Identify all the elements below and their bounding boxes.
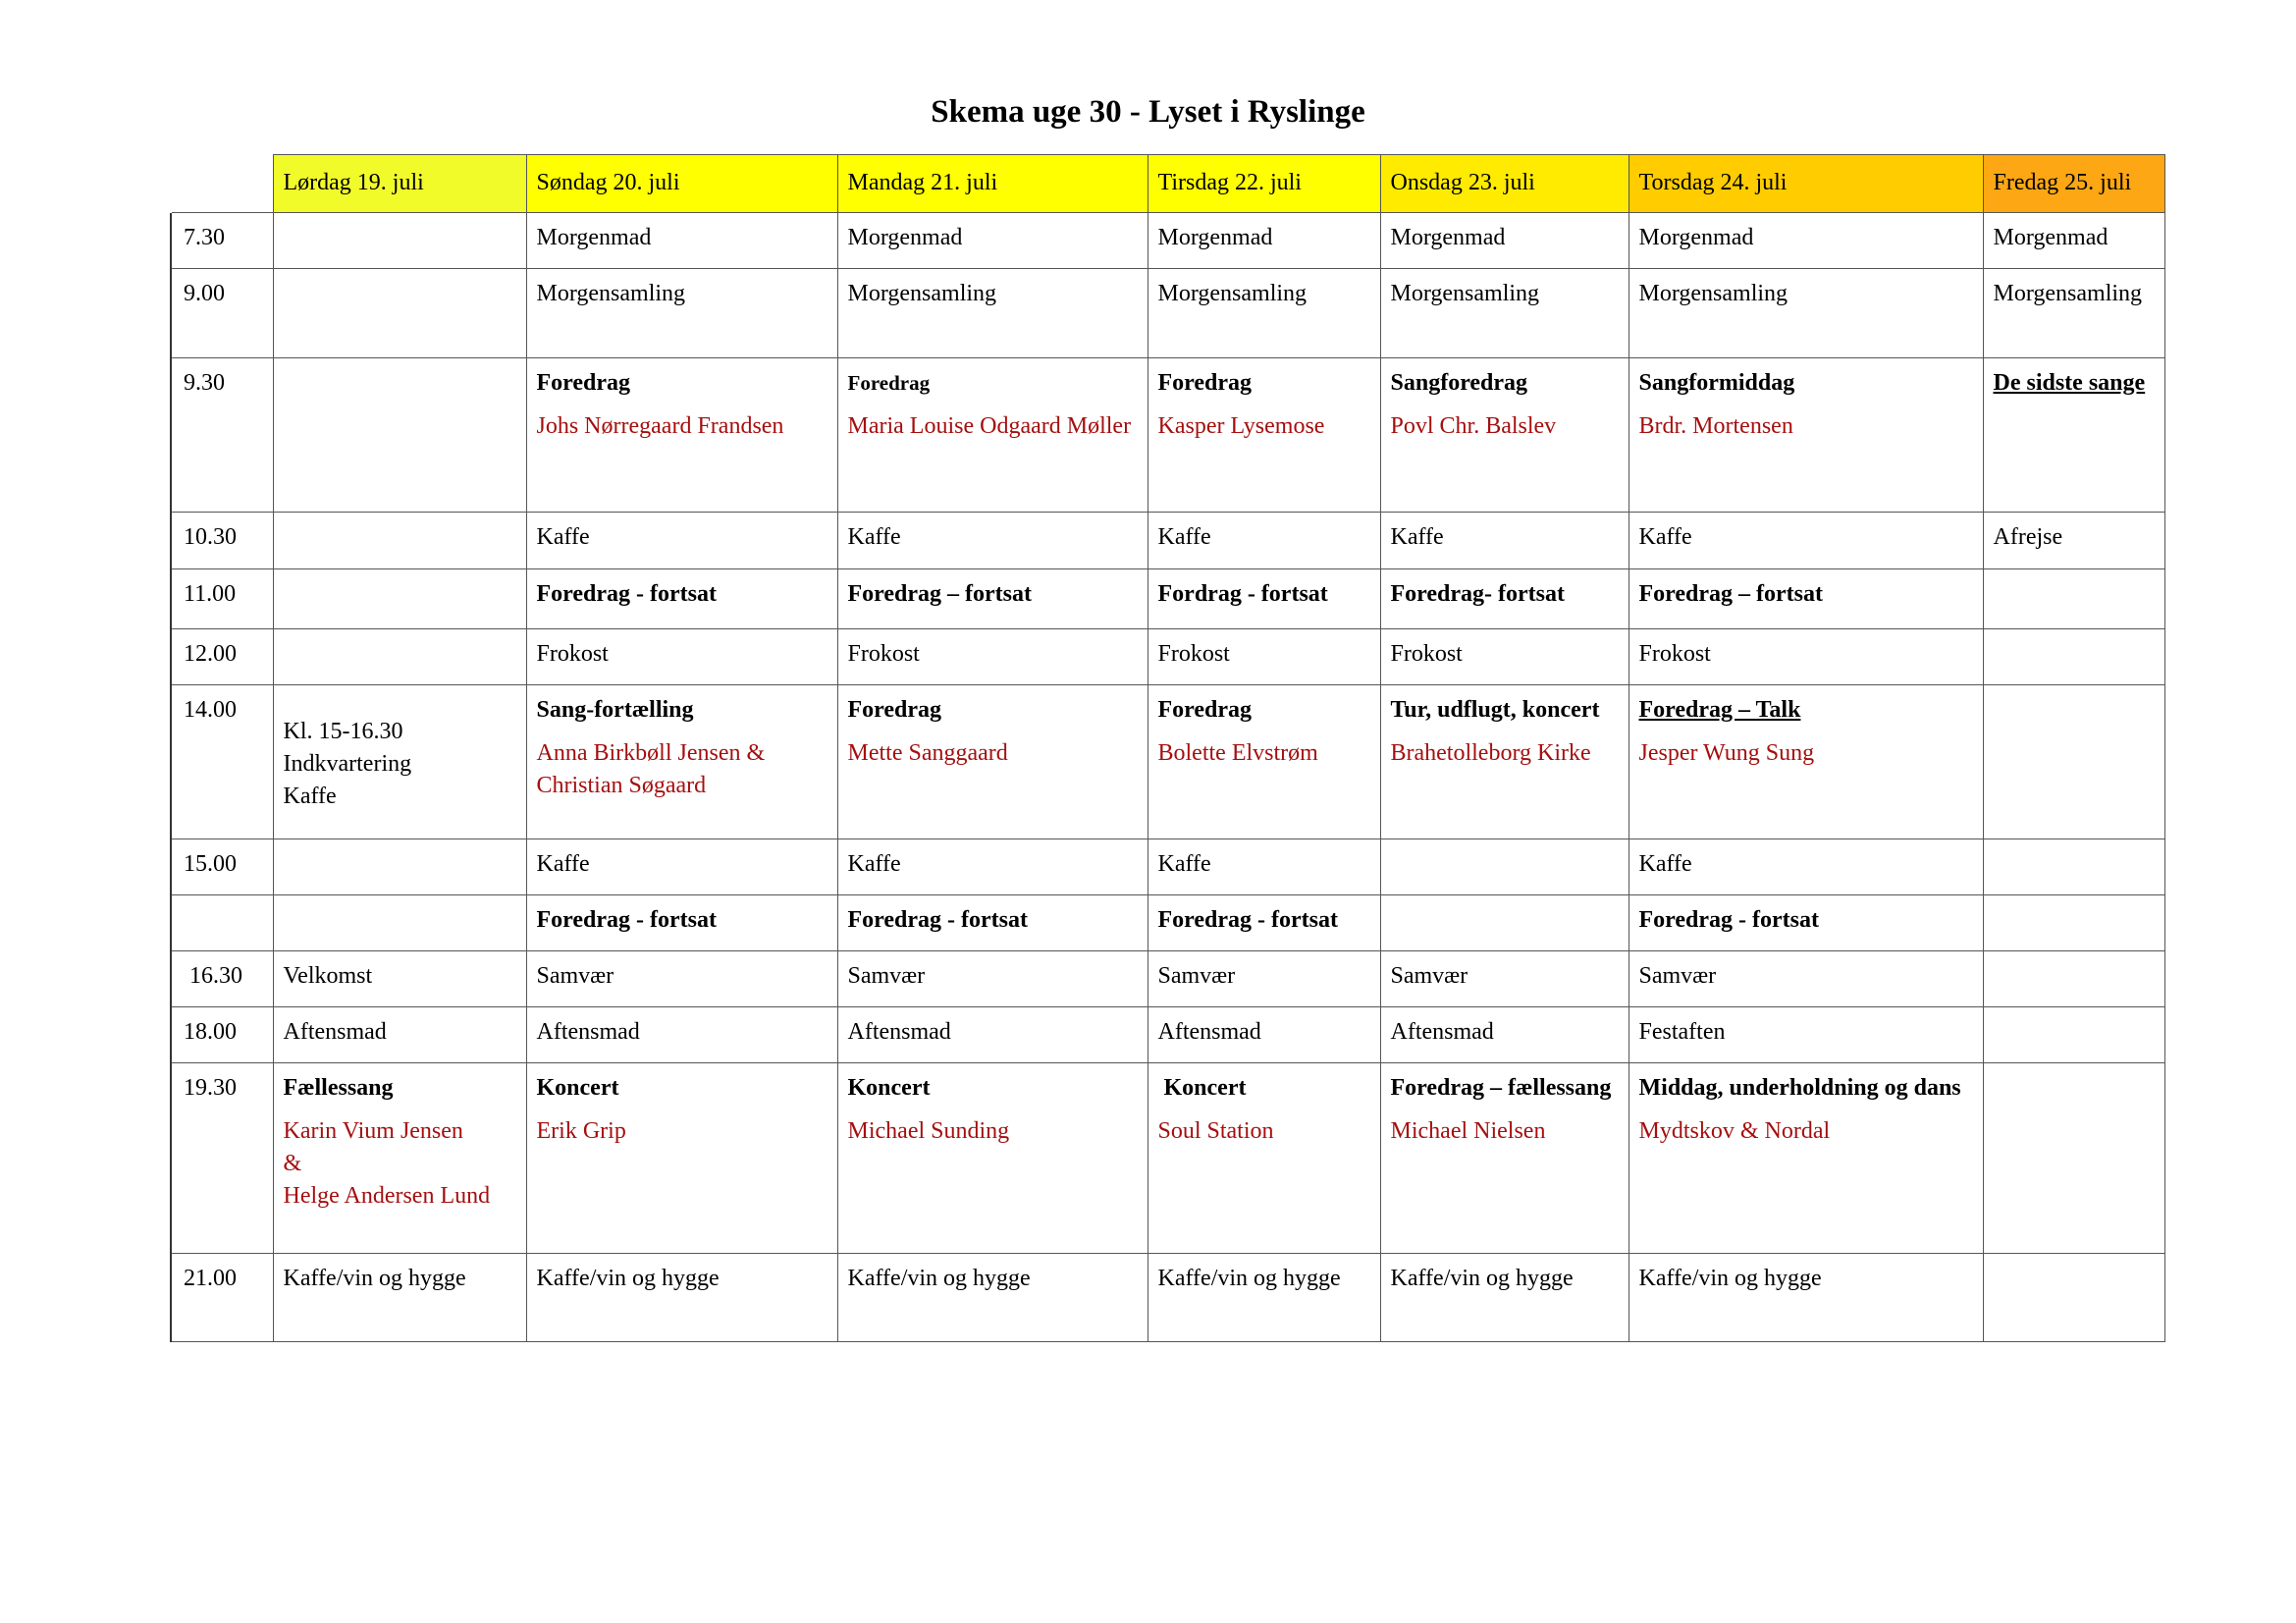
schedule-cell: Kaffe/vin og hygge: [837, 1254, 1148, 1342]
event-title: Foredrag: [847, 697, 942, 723]
event-title: Middag, underholdning og dans: [1638, 1075, 1961, 1101]
event-title: Foredrag: [536, 370, 631, 396]
schedule-row: [171, 569, 2164, 629]
schedule-cell: Kaffe: [1148, 513, 1380, 569]
schedule-cell: Kaffe: [1380, 513, 1629, 569]
schedule-cell: [1380, 685, 1629, 839]
schedule-cell: [526, 895, 837, 951]
schedule-cell: Velkomst: [273, 951, 526, 1007]
schedule-cell: [1629, 358, 1983, 513]
schedule-cell: [1983, 629, 2164, 685]
arrival-time: Kl. 15-16.30: [283, 719, 403, 744]
time-cell: 10.30: [171, 513, 273, 569]
schedule-cell: [1983, 1007, 2164, 1063]
speaker-name: Jesper Wung Sung: [1638, 740, 1815, 766]
schedule-cell: [1629, 685, 1983, 839]
schedule-cell: Morgenmad: [1148, 213, 1380, 269]
schedule-cell: Samvær: [837, 951, 1148, 1007]
schedule-cell: Kaffe/vin og hygge: [526, 1254, 837, 1342]
schedule-cell: [1983, 685, 2164, 839]
schedule-cell: [526, 358, 837, 513]
schedule-cell: [273, 629, 526, 685]
schedule-cell: [273, 1063, 526, 1254]
schedule-row: [171, 513, 2164, 569]
time-cell: 15.00: [171, 839, 273, 895]
speaker-name: Helge Andersen Lund: [283, 1183, 491, 1209]
time-cell: 18.00: [171, 1007, 273, 1063]
schedule-cell: Morgenmad: [1983, 213, 2164, 269]
schedule-cell: Kaffe/vin og hygge: [273, 1254, 526, 1342]
schedule-cell: [1983, 895, 2164, 951]
event-title: Foredrag – Talk: [1638, 697, 1801, 723]
schedule-cell: Kaffe: [837, 839, 1148, 895]
schedule-cell: [1983, 358, 2164, 513]
schedule-cell: Morgensamling: [1148, 269, 1380, 358]
schedule-cell: Morgensamling: [1380, 269, 1629, 358]
schedule-cell: [1983, 569, 2164, 629]
speaker-name: Karin Vium Jensen: [283, 1118, 463, 1144]
event-title: Foredrag – fortsat: [847, 581, 1032, 607]
time-cell: 19.30: [171, 1063, 273, 1254]
schedule-cell: [273, 839, 526, 895]
speaker-name: &: [283, 1151, 302, 1176]
header-day: Onsdag 23. juli: [1380, 155, 1629, 213]
event-title: Sang-fortælling: [536, 697, 694, 723]
schedule-row: [171, 269, 2164, 358]
schedule-cell: [1380, 1063, 1629, 1254]
event-title: Foredrag- fortsat: [1390, 581, 1565, 607]
schedule-cell: [273, 513, 526, 569]
time-cell: 9.00: [171, 269, 273, 358]
time-cell: 11.00: [171, 569, 273, 629]
schedule-cell: [1983, 951, 2164, 1007]
speaker-name: Kasper Lysemose: [1157, 413, 1325, 439]
schedule-cell: [273, 213, 526, 269]
schedule-cell: [1148, 895, 1380, 951]
schedule-cell: Festaften: [1629, 1007, 1983, 1063]
speaker-name: Brahetolleborg Kirke: [1390, 740, 1591, 766]
arrival-label: Indkvartering: [283, 751, 412, 777]
schedule-cell: [1629, 895, 1983, 951]
speaker-name: Mydtskov & Nordal: [1638, 1118, 1831, 1144]
schedule-row: [171, 685, 2164, 839]
schedule-cell: [273, 685, 526, 839]
schedule-cell: Frokost: [1380, 629, 1629, 685]
schedule-cell: Kaffe/vin og hygge: [1380, 1254, 1629, 1342]
schedule-cell: Morgenmad: [837, 213, 1148, 269]
schedule-cell: [837, 569, 1148, 629]
event-title: Foredrag - fortsat: [1157, 907, 1338, 933]
schedule-cell: [837, 1063, 1148, 1254]
header-day: Søndag 20. juli: [526, 155, 837, 213]
header-day: Torsdag 24. juli: [1629, 155, 1983, 213]
header-day: Tirsdag 22. juli: [1148, 155, 1380, 213]
speaker-name: Johs Nørregaard Frandsen: [536, 413, 784, 439]
schedule-cell: Frokost: [1629, 629, 1983, 685]
schedule-row: [171, 895, 2164, 951]
schedule-cell: Aftensmad: [526, 1007, 837, 1063]
event-title: Koncert: [536, 1075, 619, 1101]
schedule-row: [171, 1063, 2164, 1254]
schedule-cell: [1148, 1063, 1380, 1254]
schedule-cell: [1148, 685, 1380, 839]
schedule-row: [171, 358, 2164, 513]
schedule-cell: [1983, 1063, 2164, 1254]
schedule-cell: [1380, 569, 1629, 629]
schedule-cell: Morgensamling: [526, 269, 837, 358]
schedule-cell: Kaffe/vin og hygge: [1629, 1254, 1983, 1342]
event-title: Foredrag – fællessang: [1390, 1075, 1612, 1101]
schedule-cell: Kaffe: [837, 513, 1148, 569]
schedule-cell: [1148, 358, 1380, 513]
event-title: Foredrag – fortsat: [1638, 581, 1823, 607]
schedule-cell: Aftensmad: [1380, 1007, 1629, 1063]
schedule-cell: Kaffe: [1629, 839, 1983, 895]
schedule-row: [171, 213, 2164, 269]
schedule-cell: [1983, 1254, 2164, 1342]
schedule-row: [171, 951, 2164, 1007]
schedule-cell: Samvær: [1380, 951, 1629, 1007]
schedule-cell: Samvær: [526, 951, 837, 1007]
event-title: Foredrag: [1157, 370, 1253, 396]
speaker-name: Erik Grip: [536, 1118, 626, 1144]
schedule-cell: [526, 569, 837, 629]
schedule-cell: Samvær: [1629, 951, 1983, 1007]
schedule-cell: [1380, 895, 1629, 951]
schedule-row: [171, 1007, 2164, 1063]
schedule-cell: [1380, 358, 1629, 513]
time-cell: 12.00: [171, 629, 273, 685]
schedule-cell: Morgensamling: [1629, 269, 1983, 358]
time-cell: 14.00: [171, 685, 273, 839]
schedule-cell: [526, 1063, 837, 1254]
event-title: Tur, udflugt, koncert: [1390, 697, 1600, 723]
time-cell: 21.00: [171, 1254, 273, 1342]
speaker-name: Bolette Elvstrøm: [1157, 740, 1318, 766]
event-title: Sangforedrag: [1390, 370, 1528, 396]
schedule-cell: Kaffe: [1148, 839, 1380, 895]
time-cell: 9.30: [171, 358, 273, 513]
speaker-name: Povl Chr. Balslev: [1390, 413, 1557, 439]
schedule-cell: Kaffe: [526, 513, 837, 569]
speaker-name: Soul Station: [1157, 1118, 1274, 1144]
schedule-cell: [273, 569, 526, 629]
schedule-cell: [273, 358, 526, 513]
header-day: Mandag 21. juli: [837, 155, 1148, 213]
schedule-cell: [1380, 839, 1629, 895]
schedule-cell: [273, 895, 526, 951]
schedule-cell: [1148, 569, 1380, 629]
schedule-cell: [837, 685, 1148, 839]
event-title: Fordrag - fortsat: [1157, 581, 1328, 607]
event-title: Foredrag: [847, 371, 931, 395]
arrival-coffee: Kaffe: [283, 784, 337, 809]
schedule-cell: Aftensmad: [1148, 1007, 1380, 1063]
speaker-name: Brdr. Mortensen: [1638, 413, 1793, 439]
event-title: Foredrag - fortsat: [536, 581, 717, 607]
time-cell: 7.30: [171, 213, 273, 269]
schedule-cell: Morgenmad: [1380, 213, 1629, 269]
schedule-cell: [837, 895, 1148, 951]
schedule-cell: Samvær: [1148, 951, 1380, 1007]
schedule-row: [171, 1254, 2164, 1342]
schedule-cell: Aftensmad: [273, 1007, 526, 1063]
schedule-cell: [526, 685, 837, 839]
schedule-cell: Kaffe: [1629, 513, 1983, 569]
event-title: Foredrag: [1157, 697, 1253, 723]
event-title: De sidste sange: [1993, 370, 2146, 396]
schedule-cell: [1629, 1063, 1983, 1254]
schedule-cell: Morgenmad: [1629, 213, 1983, 269]
schedule-cell: [1983, 839, 2164, 895]
header-time-cell: [171, 155, 273, 213]
event-title: Foredrag - fortsat: [847, 907, 1028, 933]
schedule-cell: Kaffe: [526, 839, 837, 895]
schedule-cell: Aftensmad: [837, 1007, 1148, 1063]
schedule-cell: Kaffe/vin og hygge: [1148, 1254, 1380, 1342]
page-title: Skema uge 30 - Lyset i Ryslinge: [931, 94, 1365, 130]
schedule-cell: Frokost: [837, 629, 1148, 685]
event-title: Foredrag - fortsat: [536, 907, 717, 933]
event-title: Koncert: [1163, 1075, 1247, 1101]
schedule-table: [170, 154, 2165, 1342]
header-day: Lørdag 19. juli: [273, 155, 526, 213]
time-cell: [171, 895, 273, 951]
schedule-cell: Morgensamling: [1983, 269, 2164, 358]
speaker-name: Michael Nielsen: [1390, 1118, 1546, 1144]
speaker-name: Maria Louise Odgaard Møller: [847, 413, 1132, 439]
schedule-cell: Morgensamling: [837, 269, 1148, 358]
schedule-cell: Afrejse: [1983, 513, 2164, 569]
schedule-row: [171, 629, 2164, 685]
event-title: Koncert: [847, 1075, 931, 1101]
header-row: [171, 155, 2164, 213]
schedule-row: [171, 839, 2164, 895]
speaker-name: Michael Sunding: [847, 1118, 1010, 1144]
speaker-name: Anna Birkbøll Jensen & Christian Søgaard: [536, 740, 766, 798]
schedule-cell: Frokost: [1148, 629, 1380, 685]
schedule-cell: Morgenmad: [526, 213, 837, 269]
event-title: Foredrag - fortsat: [1638, 907, 1819, 933]
time-cell: 16.30: [171, 951, 273, 1007]
schedule-cell: [837, 358, 1148, 513]
schedule-cell: [1629, 569, 1983, 629]
event-title: Sangformiddag: [1638, 370, 1795, 396]
event-title: Fællessang: [283, 1075, 394, 1101]
header-day: Fredag 25. juli: [1983, 155, 2164, 213]
schedule-cell: Frokost: [526, 629, 837, 685]
speaker-name: Mette Sanggaard: [847, 740, 1008, 766]
schedule-cell: [273, 269, 526, 358]
